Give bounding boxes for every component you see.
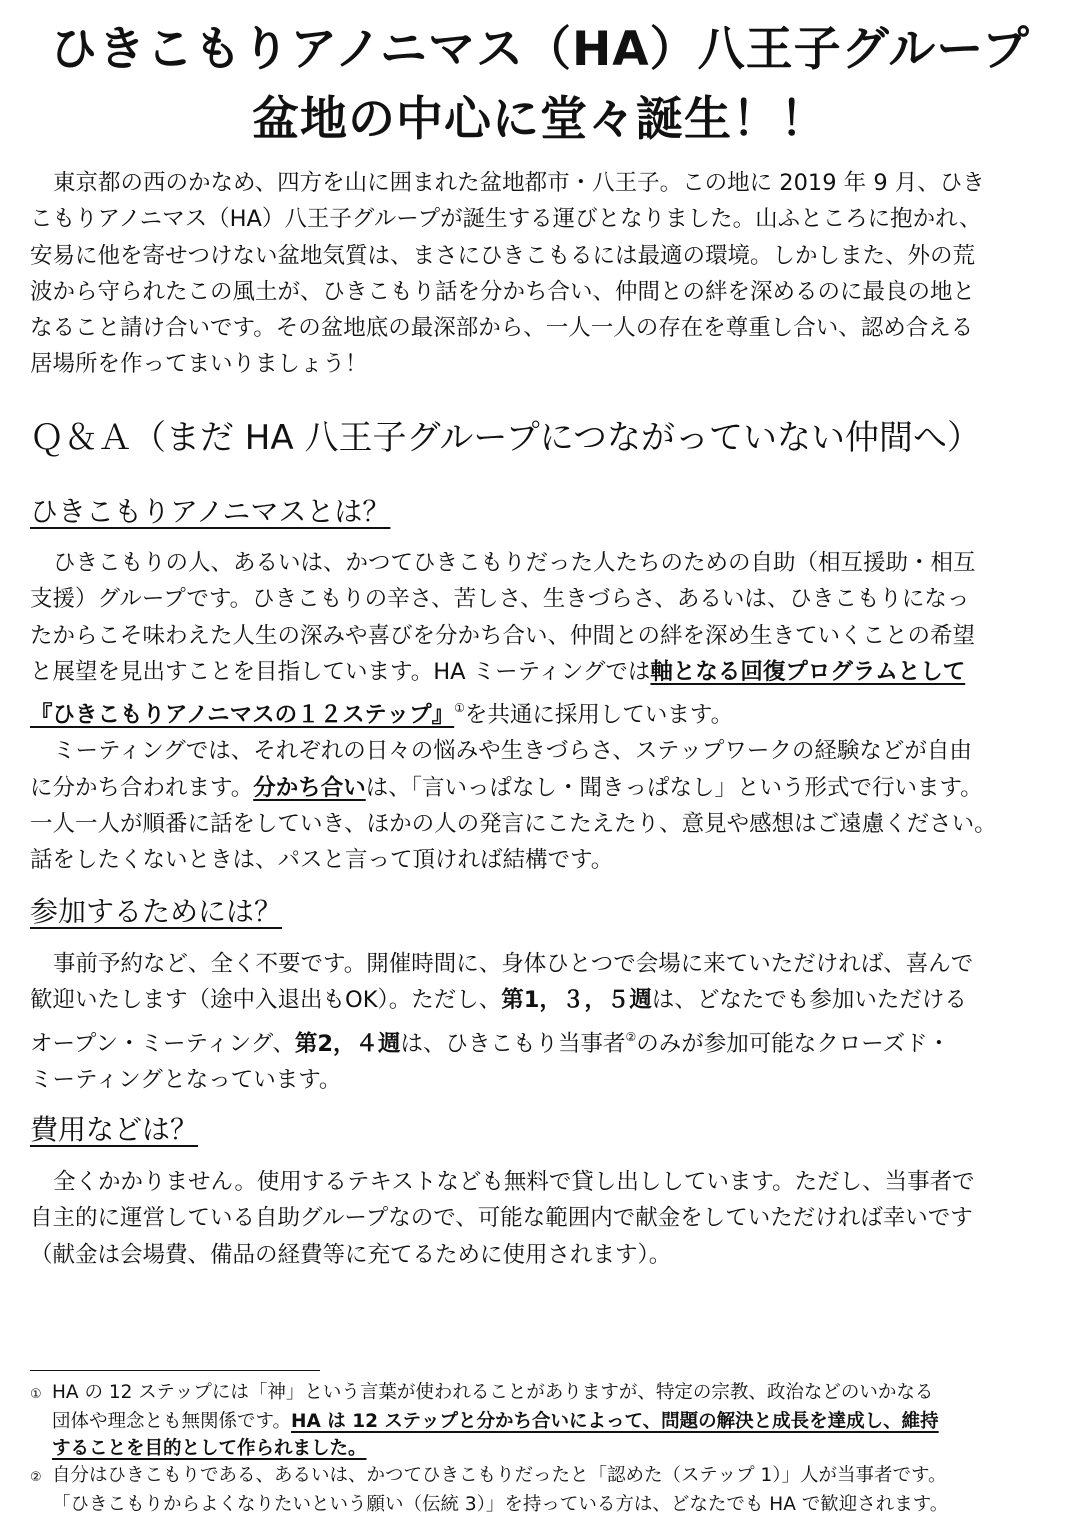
footnote-number: ② [30,1470,42,1485]
body-line [30,770,1050,806]
body-line: 支援）グループです。ひきこもりの辛さ、苦しさ、生きづらさ、あるいは、ひきこもりになっ [30,586,970,613]
body-text: を共通に採用しています。 [464,702,734,729]
body-line: 一人一人が順番に話をしていき、ほかの人の発言にこたえたり、意見や感想はご遠慮ください。 [30,811,997,838]
body-line: 全くかかりません。使用するテキストなども無料で貸し出ししています。ただし、当事者で [53,1169,975,1195]
footnote-1-line [30,1435,1050,1462]
intro-line: 波から守られたこの風土が、ひきこもり話を分かち合い、仲間との絆を深めるのに最良の地と [30,278,976,305]
body-text: と展望を見出すことを目指しています。HA ミーティングでは [30,658,651,685]
body-line [30,690,1050,733]
footnote-divider [30,1370,320,1371]
body-text: に分かち合われます。 [30,774,254,801]
section-costs-body [30,1164,1050,1273]
footnote-number: ① [30,1387,42,1402]
body-text: のみが参加可能なクローズド・ [636,1030,951,1057]
intro-line: 東京都の西のかなめ、四方を山に囲まれた盆地都市・八王子。この地に 2019 年 9 月、ひき [53,170,985,196]
body-line: ミーティングとなっています。 [30,1066,342,1093]
body-text: は、どなたでも参加いただける [651,987,967,1014]
page-subtitle: 盆地の中心に堂々誕生！！ [252,92,828,147]
intro-line: なること請け合いです。その盆地底の最深部から、一人一人の存在を尊重し合い、認め合える [30,315,974,342]
body-line: 事前予約など、全く不要です。開催時間に、身体ひとつで会場に来ていただければ、喜んで [53,951,974,977]
footnote-ref-1: ① [454,701,465,716]
footnote-2 [30,1462,1050,1491]
section-what-is-ha-body [30,545,1050,879]
body-line: 自主的に運営している自助グループなので、可能な範囲内で献金をしていただければ幸いです [30,1205,973,1232]
body-line: （献金は会場費、備品の経費等に充てるために使用されます）。 [30,1241,672,1268]
intro-paragraph [30,165,1050,383]
footnote-emphasis: HA は 12 ステップと分かち合いによって、問題の解決と成長を達成し、維持 [291,1411,939,1432]
section-heading-what-is-ha: ひきこもりアノニマスとは？ [30,495,391,528]
recovery-program-emphasis: 軸となる回復プログラムとして [650,658,966,685]
section-how-to-join-body [30,946,1050,1098]
body-line [30,1019,1050,1062]
footnote-1 [30,1379,1050,1408]
intro-line: 居場所を作ってまいりましょう！ [30,351,368,378]
body-line [30,982,1050,1018]
open-weeks-emphasis: 第1，３，５週 [501,987,652,1014]
twelve-steps-emphasis: 『ひきこもりアノニマスの１２ステップ』 [30,702,455,729]
footnote-text: HA の 12 ステップには「神」という言葉が使われることがありますが、特定の宗教、政治などのいかなる [52,1382,934,1403]
footnote-text: 団体や理念とも無関係です。 [52,1411,292,1432]
body-line: ミーティングでは、それぞれの日々の悩みや生きづらさ、ステップワークの経験などが自由 [53,738,972,765]
footnote-text: 自分はひきこもりである、あるいは、かつてひきこもりだったと「認めた（ステップ 1）」人が当事者です。 [52,1465,947,1486]
footnote-ref-2: ② [625,1029,637,1044]
body-text: オープン・ミーティング、 [30,1030,295,1057]
body-line [30,654,1050,690]
section-heading-how-to-join: 参加するためには？ [30,895,283,928]
intro-line: 安易に他を寄せつけない盆地気質は、まさにひきこもるには最適の環境。しかしまた、外の荒 [30,242,976,269]
body-text: 歓迎いたします（途中入退出もOK）。ただし、 [30,987,502,1014]
body-line: 話をしたくないときは、パスと言って頂ければ結構です。 [30,847,614,874]
body-line: たからこそ味わえた人生の深みや喜びを分かち合い、仲間との絆を深め生きていくことの希望 [30,622,976,649]
section-heading-costs: 費用などは？ [30,1113,199,1146]
closed-weeks-emphasis: 第2，４週 [294,1030,401,1057]
page-title: ひきこもりアノニマス（HA）八王子グループ [50,22,1030,77]
body-line: ひきこもりの人、あるいは、かつてひきこもりだった人たちのための自助（相互援助・相互 [53,550,976,576]
footnotes [30,1379,1050,1518]
footnote-1-line [30,1408,1050,1435]
intro-line: こもりアノニマス（HA）八王子グループが誕生する運びとなりました。山ふところに抱かれ、 [30,206,982,233]
body-text: は、ひきこもり当事者 [400,1030,626,1057]
qa-heading: Ｑ＆Ａ（まだ HA 八王子グループにつながっていない仲間へ） [30,418,982,458]
body-text: は、「言いっぱなし・聞きっぱなし」という形式で行います。 [365,774,983,801]
sharing-emphasis: 分かち合い [253,774,366,801]
footnote-emphasis: することを目的として作られました。 [52,1438,367,1459]
footnote-2-line: 「ひきこもりからよくなりたいという願い（伝統 3）」を持っている方は、どなたでも HA で歓迎されます。 [52,1494,949,1515]
